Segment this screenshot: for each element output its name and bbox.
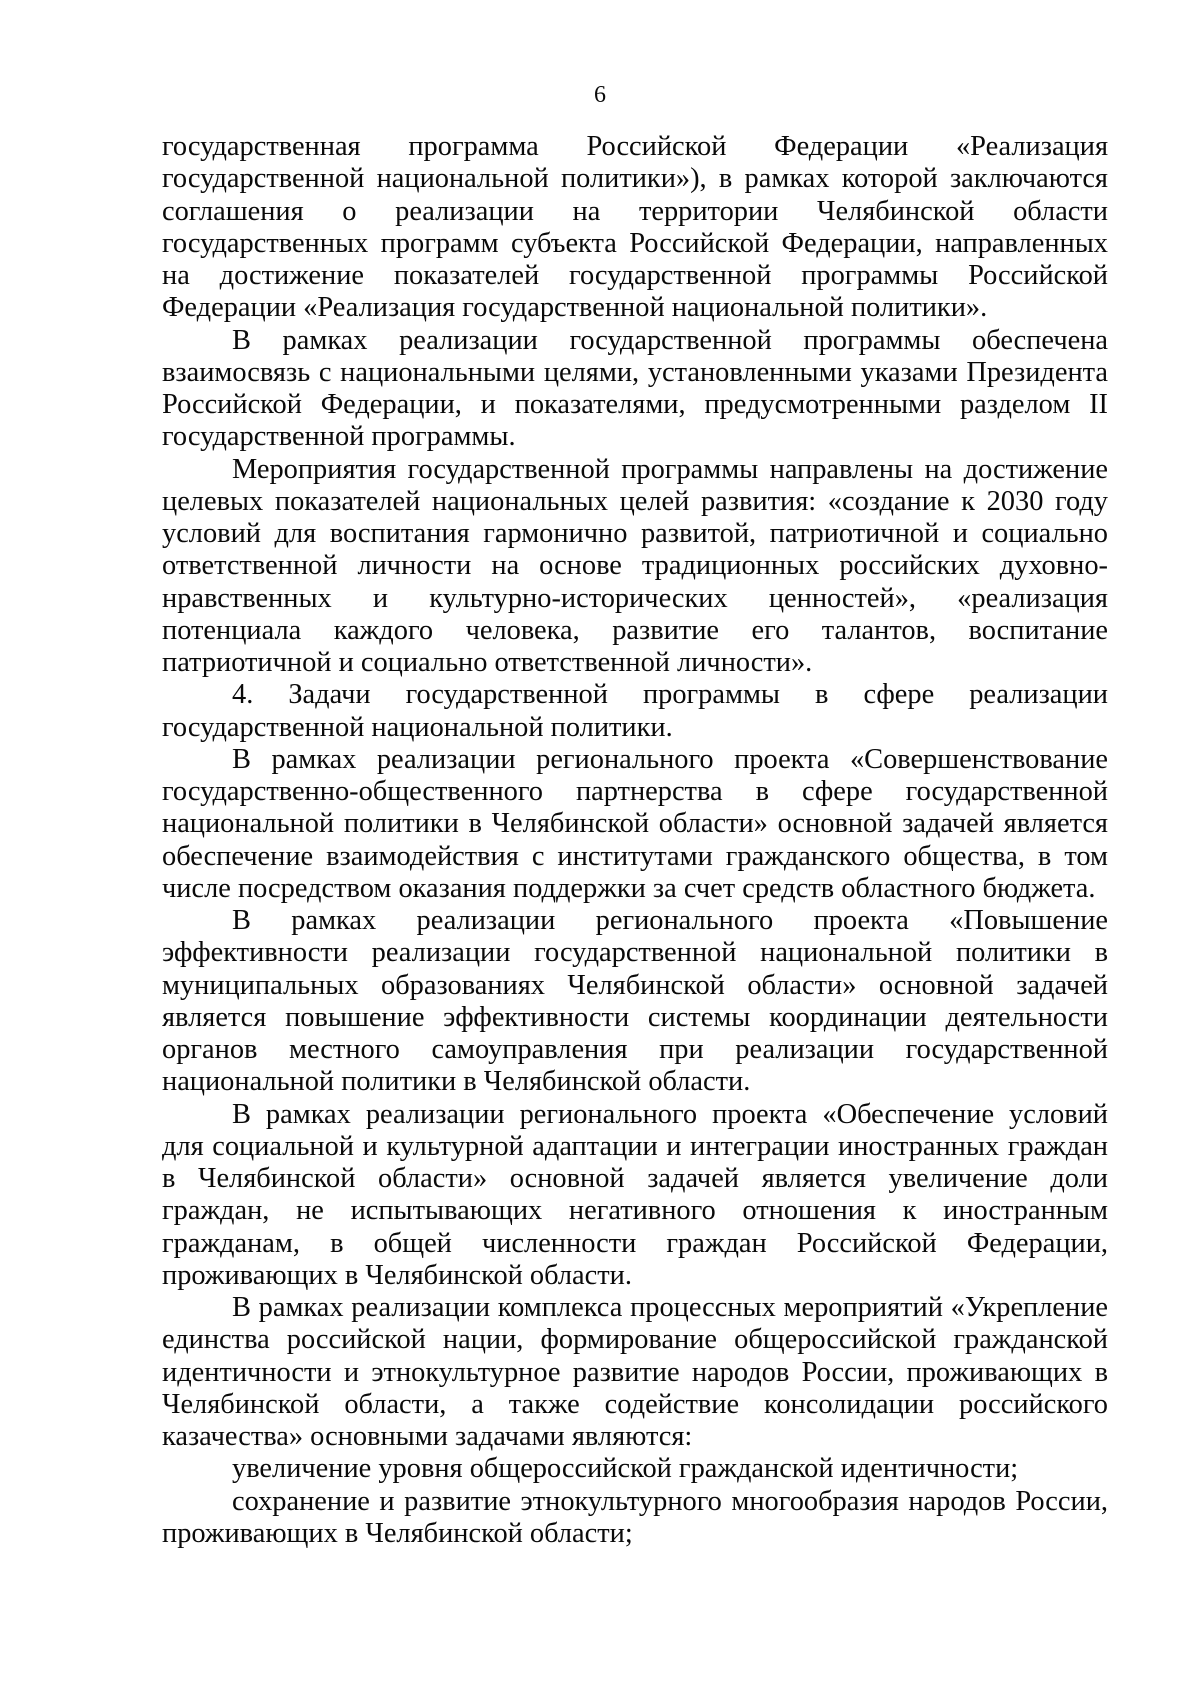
paragraph: В рамках реализации регионального проекта «Обеспечение условий для социальной и культурной адаптации и интеграции иностранных граждан в Челябинской области» основной задачей является увеличение доли граждан, не испытывающих негативного отношения к иностранным гражданам, в общей численности граждан Российской Федерации, проживающих в Челябинской области.	[162, 1098, 1108, 1291]
paragraph: Мероприятия государственной программы направлены на достижение целевых показателей национальных целей развития: «создание к 2030 году условий для воспитания гармонично развитой, патриотичной и социально ответственной личности на основе традиционных российских духовно-нравственных и культурно-исторических ценностей», «реализация потенциала каждого человека, развитие его талантов, воспитание патриотичной и социально ответственной личности».	[162, 453, 1108, 678]
section-heading: 4. Задачи государственной программы в сфере реализации государственной национальной политики.	[162, 679, 1108, 743]
paragraph: В рамках реализации регионального проекта «Повышение эффективности реализации государственной национальной политики в муниципальных образованиях Челябинской области» основной задачей является повышение эффективности системы координации деятельности органов местного самоуправления при реализации государственной национальной политики в Челябинской области.	[162, 905, 1108, 1098]
list-item: увеличение уровня общероссийской гражданской идентичности;	[232, 1453, 1019, 1485]
paragraph: В рамках реализации комплекса процессных мероприятий «Укрепление единства российской нации, формирование общероссийской гражданской идентичности и этнокультурное развитие народов России, проживающих в Челябинской области, а также содействие консолидации российского казачества» основными задачами являются:	[162, 1292, 1108, 1452]
paragraph: В рамках реализации регионального проекта «Совершенствование государственно-общественного партнерства в сфере государственной национальной политики в Челябинской области» основной задачей является обеспечение взаимодействия с институтами гражданского общества, в том числе посредством оказания поддержки за счет средств областного бюджета.	[162, 743, 1108, 904]
list-item: сохранение и развитие этнокультурного многообразия народов России, проживающих в Челябинской области;	[162, 1485, 1108, 1549]
document-body	[162, 131, 1108, 1550]
paragraph: В рамках реализации государственной программы обеспечена взаимосвязь с национальными целями, установленными указами Президента Российской Федерации, и показателями, предусмотренными разделом II государственной программы.	[162, 324, 1108, 453]
page-number: 6	[594, 82, 606, 108]
paragraph: государственная программа Российской Федерации «Реализация государственной национальной политики»), в рамках которой заключаются соглашения о реализации на территории Челябинской области государственных программ субъекта Российской Федерации, направленных на достижение показателей государственной программы Российской Федерации «Реализация государственной национальной политики».	[162, 131, 1108, 324]
